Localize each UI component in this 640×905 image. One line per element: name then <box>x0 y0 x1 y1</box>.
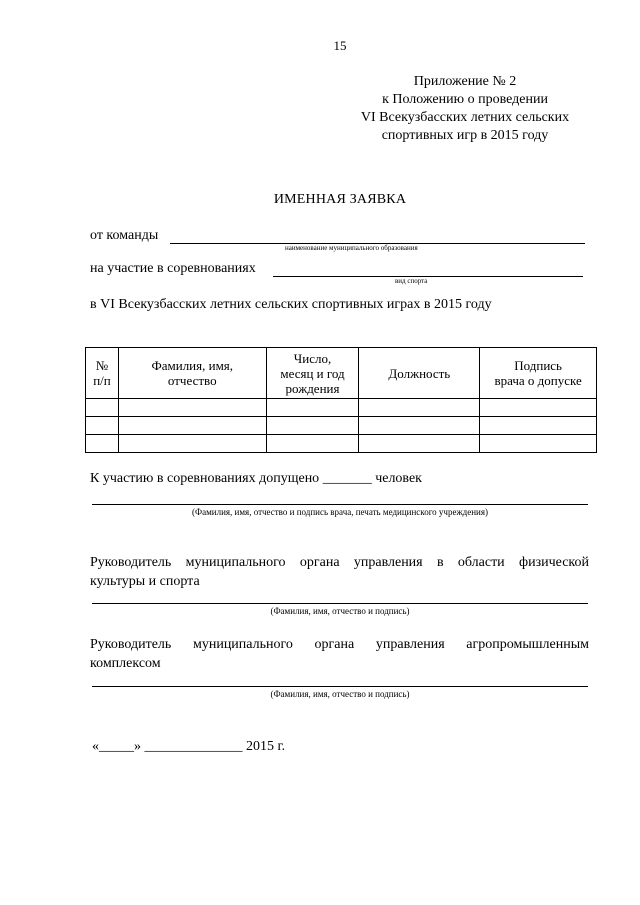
appendix-line-4: спортивных игр в 2015 году <box>381 128 549 143</box>
admitted-line <box>90 471 422 487</box>
date-month-field[interactable]: ______________ <box>144 739 243 754</box>
col-header-doctor-signature: Подпись врача о допуске <box>480 348 597 399</box>
table-cell[interactable] <box>480 435 597 453</box>
agro-head-line-2: комплексом <box>90 656 161 671</box>
team-hint: наименование муниципального образования <box>285 244 418 252</box>
table-cell[interactable] <box>266 399 359 417</box>
table-cell[interactable] <box>359 435 480 453</box>
doctor-signature-field[interactable] <box>92 504 588 505</box>
table-cell[interactable] <box>118 435 266 453</box>
admitted-suffix: человек <box>375 471 422 486</box>
table-cell[interactable] <box>480 399 597 417</box>
col-header-full-name: Фамилия, имя, отчество <box>118 348 266 399</box>
sport-head-hint: (Фамилия, имя, отчество и подпись) <box>270 606 410 616</box>
roster-table <box>85 347 597 453</box>
table-cell[interactable] <box>359 417 480 435</box>
col-header-birth-date: Число, месяц и год рождения <box>266 348 359 399</box>
sport-head-line-1: Руководитель муниципального органа управления в области физической <box>90 555 589 570</box>
table-cell[interactable] <box>118 399 266 417</box>
competition-hint: вид спорта <box>395 277 428 285</box>
table-header-row <box>86 348 597 399</box>
agro-head-signature-field[interactable] <box>92 686 588 687</box>
form-title: ИМЕННАЯ ЗАЯВКА <box>273 192 407 207</box>
admitted-prefix: К участию в соревнованиях допущено <box>90 471 320 486</box>
date-line <box>92 739 285 755</box>
doctor-signature-hint: (Фамилия, имя, отчество и подпись врача, печать медицинского учреждения) <box>191 507 488 517</box>
table-cell[interactable] <box>118 417 266 435</box>
page-number: 15 <box>333 38 347 53</box>
table-cell[interactable] <box>266 435 359 453</box>
date-day-field[interactable]: «_____» <box>92 739 141 754</box>
sport-head-line-2: культуры и спорта <box>90 574 200 589</box>
team-label: от команды <box>90 228 159 243</box>
sport-type-field[interactable] <box>273 276 583 277</box>
table-cell[interactable] <box>86 417 119 435</box>
table-cell[interactable] <box>86 435 119 453</box>
appendix-header <box>300 73 630 145</box>
agro-head-line-1: Руководитель муниципального органа управления агропромышленным <box>90 637 589 652</box>
table-cell[interactable] <box>86 399 119 417</box>
sport-head-signature-field[interactable] <box>92 603 588 604</box>
table-cell[interactable] <box>266 417 359 435</box>
table-cell[interactable] <box>480 417 597 435</box>
appendix-line-2: к Положению о проведении <box>382 92 548 107</box>
col-header-number: № п/п <box>86 348 119 399</box>
table-row <box>86 435 597 453</box>
games-line: в VI Всекузбасских летних сельских спортивных играх в 2015 году <box>90 297 492 312</box>
competition-label: на участие в соревнованиях <box>90 261 256 276</box>
admitted-count-field[interactable]: _______ <box>322 471 372 486</box>
table-cell[interactable] <box>359 399 480 417</box>
appendix-line-1: Приложение № 2 <box>413 74 517 89</box>
table-row <box>86 417 597 435</box>
date-year: 2015 г. <box>246 739 286 754</box>
appendix-line-3: VI Всекузбасских летних сельских <box>360 110 570 125</box>
col-header-position: Должность <box>359 348 480 399</box>
agro-head-hint: (Фамилия, имя, отчество и подпись) <box>270 689 410 699</box>
table-row <box>86 399 597 417</box>
